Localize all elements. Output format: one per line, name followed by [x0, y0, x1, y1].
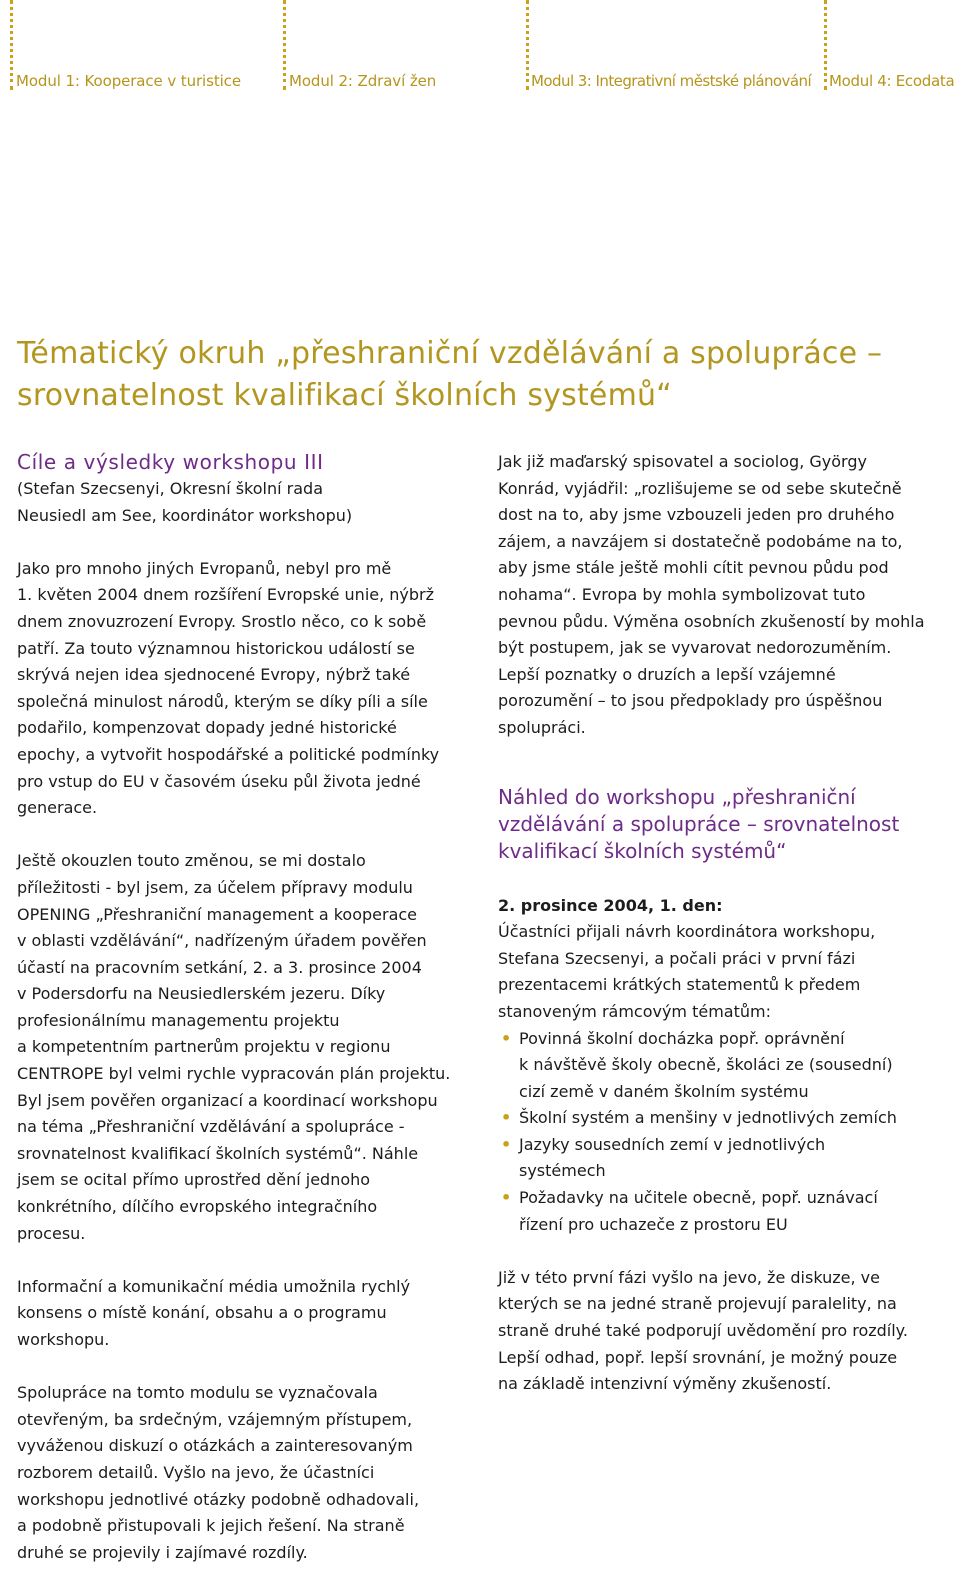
list-item: • Povinná školní docházka popř. oprávnění k návštěvě školy obecně, školáci ze (sousední) cizí země v daném školním systému [498, 1026, 958, 1106]
bullet-icon: • [501, 1134, 512, 1154]
topic-list [498, 1026, 958, 1239]
dotted-divider [824, 0, 827, 90]
dotted-divider [283, 0, 286, 90]
left-column [17, 449, 482, 1566]
tab-modul-3[interactable]: Modul 3: Integrativní městské plánování [531, 72, 812, 90]
dotted-divider [10, 0, 13, 90]
list-item: • Školní systém a menšiny v jednotlivých zemích [498, 1105, 958, 1132]
paragraph: Informační a komunikační média umožnila rychlý konsens o místě konání, obsahu a o programu workshopu. [17, 1276, 411, 1349]
dotted-divider [526, 0, 529, 90]
tab-modul-1[interactable]: Modul 1: Kooperace v turistice [16, 72, 241, 90]
paragraph: Již v této první fázi vyšlo na jevo, že diskuze, ve kterých se na jedné straně projevují paralelity, na straně druhé také podporují uvědomění pro rozdíly. Lepší odhad, popř. lepší srovnání, je možný pouze na základě intenzivní výměny zkušeností. [498, 1267, 908, 1394]
date-heading: 2. prosince 2004, 1. den: [498, 895, 723, 915]
right-column [498, 449, 958, 1398]
paragraph: Jako pro mnoho jiných Evropanů, nebyl pro mě 1. květen 2004 dnem rozšíření Evropské unie, nýbrž dnem znovuzrození Evropy. Srostlo něco, co k sobě patří. Za touto významnou historickou událostí se skrývá nejen idea sjednocené Evropy, nýbrž také společná minulost národů, kterým se díky píli a síle podařilo, kompenzovat dopady jedné historické epochy, a vytvořit hospodářské a politické podmínky pro vstup do EU v časovém úseku půl života jedné generace. [17, 558, 440, 818]
section-heading: Cíle a výsledky workshopu III [17, 450, 324, 474]
section-heading: Náhled do workshopu „přeshraniční vzdělávání a spolupráce – srovnatelnost kvalifikací školních systémů“ [498, 784, 900, 863]
bullet-icon: • [501, 1188, 512, 1208]
tab-modul-4[interactable]: Modul 4: Ecodata [829, 72, 955, 90]
paragraph: Účastníci přijali návrh koordinátora workshopu, Stefana Szecsenyi, a počali práci v první fázi prezentacemi krátkých statementů k předem stanoveným rámcovým tématům: [498, 922, 876, 1021]
paragraph: Ještě okouzlen touto změnou, se mi dostalo příležitosti - byl jsem, za účelem přípravy modulu OPENING „Přeshraniční management a kooperace v oblasti vzdělávání“, nadřízeným úřadem pověřen účastí na pracovním setkání, 2. a 3. prosince 2004 v Podersdorfu na Neusiedlerském jezeru. Díky profesionálnímu managementu projektu a kompetentním partnerům projektu v regionu CENTROPE byl velmi rychle vypracován plán projektu. Byl jsem pověřen organizací a koordinací workshopu na téma „Přeshraniční vzdělávání a spolupráce - srovnatelnost kvalifikací školních systémů“. Náhle jsem se ocital přímo uprostřed dění jednoho konkrétního, dílčího evropského integračního procesu. [17, 851, 451, 1243]
list-item: • Požadavky na učitele obecně, popř. uznávací řízení pro uchazeče z prostoru EU [498, 1185, 958, 1238]
paragraph: Jak již maďarský spisovatel a sociolog, György Konrád, vyjádřil: „rozlišujeme se od sebe skutečně dost na to, aby jsme vzbouzeli jeden pro druhého zájem, a navzájem si dostatečně podobáme na to, aby jsme stále ještě mohli cítit pevnou půdu pod nohama“. Evropa by mohla symbolizovat tuto pevnou půdu. Výměna osobních zkušeností by mohla být postupem, jak se vyvarovat nedorozuměním. Lepší poznatky o druzích a lepší vzájemné porozumění – to jsou předpoklady pro úspěšnou spolupráci. [498, 452, 925, 737]
byline: (Stefan Szecsenyi, Okresní školní rada Neusiedl am See, koordinátor workshopu) [17, 479, 353, 525]
bullet-icon: • [501, 1028, 512, 1048]
paragraph: Spolupráce na tomto modulu se vyznačovala otevřeným, ba srdečným, vzájemným přístupem, vyváženou diskuzí o otázkách a zainteresovaným rozborem detailů. Vyšlo na jevo, že účastníci workshopu jednotlivé otázky podobně odhadovali, a podobně přistupovali k jejich řešení. Na straně druhé se projevily i zajímavé rozdíly. [17, 1383, 420, 1562]
tab-modul-2[interactable]: Modul 2: Zdraví žen [289, 72, 437, 90]
bullet-icon: • [501, 1108, 512, 1128]
list-item: • Jazyky sousedních zemí v jednotlivých systémech [498, 1132, 958, 1185]
page-title: Tématický okruh „přeshraniční vzdělávání a spolupráce – srovnatelnost kvalifikací školních systémů“ [17, 336, 883, 413]
